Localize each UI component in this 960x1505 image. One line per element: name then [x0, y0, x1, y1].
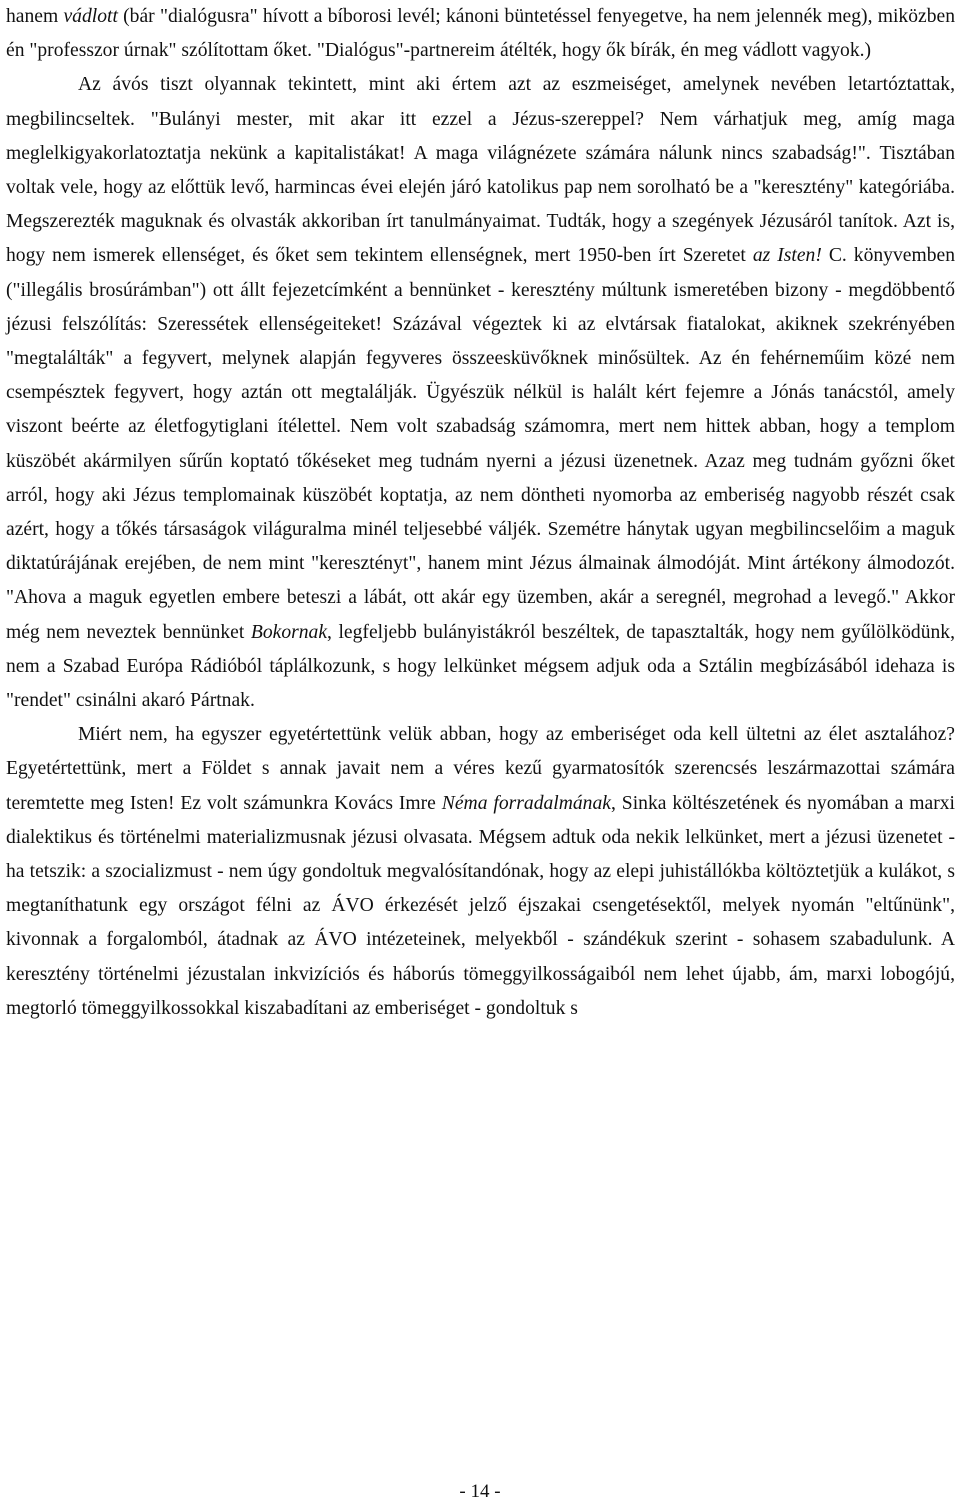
text-run: , legfeljebb bulányistákról beszéltek, de tapasztalták, hogy nem gyűlölködünk, nem a Szabad Európa Rádióból táplálkozunk, s hogy lelkünket mégsem adjuk oda a Sztálin megbízásából idehaza is "rendet" csinálni akaró Pártnak. — [6, 621, 955, 712]
paragraph — [6, 68, 955, 718]
italic-text: vádlott — [63, 6, 118, 27]
italic-text: az Isten! — [752, 245, 822, 267]
text-run: Miért nem, ha egyszer egyetértettünk velük abban, hogy az emberiséget oda kell ültetni az élet asztalához? Egyetértettünk, mert a Földet s annak javait nem a véres kezű gyarmatosítók szerencsés leszármazottai számára teremtette meg Isten! Ez volt számunkra Kovács Imre — [6, 724, 955, 814]
text-run: hanem — [6, 6, 64, 27]
page-number: - 14 - — [459, 1481, 501, 1502]
text-run: Az ávós tiszt olyannak tekintett, mint aki értem azt az eszmeiséget, amelynek nevében letartóztattak, megbilincseltek. "Bulányi mester, mit akar itt ezzel a Jézus-szereppel? Nem várhatjuk meg, amíg maga meglelkigyakorlatoztatja nekünk a kapitalistákat! A maga világnézete számára nálunk nincs szabadság!". Tisztában voltak vele, hogy az előttük levő, harmincas évei elején járó katolikus pap nem sorolható be a "keresztény" kategóriába. Megszerezték maguknak és olvasták akkoriban írt tanulmányaimat. Tudták, hogy a szegények Jézusáról tanítok. Azt is, hogy nem ismerek ellenséget, és őket sem tekintem ellenségnek, mert 1950-ben írt Szeretet — [6, 74, 955, 267]
italic-text: Néma forradalmának — [441, 792, 611, 814]
text-run: , Sinka költészetének és nyomában a marxi dialektikus és történelmi materializmusnak jézusi olvasata. Mégsem adtuk oda nekik lelkünket, mert a jézusi üzenetet - ha tetszik: a szocializmust - nem úgy gondoltuk megvalósítandónak, hogy az elepi juhistállókba költöztetjük a kulákot, s megtaníthatunk egy országot félni az ÁVO érkezését jelző éjszakai csengetésektől, melyek nyomán "eltűnünk", kivonnak a forgalomból, átadnak az ÁVO intézeteinek, melyekből - szándékuk szerint - sohasem szabadulunk. A keresztény történelmi jézustalan inkvizíciós és háborús tömeggyilkosságaiból nem lehet újabb, ám, marxi lobogójú, megtorló tömeggyilkossokkal kiszabadítani az emberiséget - gondoltuk s — [6, 792, 955, 1019]
document-body — [6, 0, 955, 1026]
text-run: C. könyvemben ("illegális brosúrámban") ott állt fejezetcímként a bennünket - keresztény múltunk ismeretében bizony - megdöbbentő jézusi felszólítás: Szeressétek ellenségeiteket! Százával végeztek ki az elvtársak fiatalokat, akiknek szekrényében "megtalálták" a fegyvert, melynek alapján fegyveres összeesküvőknek minősültek. Az én fehérneműim közé nem csempésztek fegyvert, hogy aztán ott megtalálják. Ügyészük nélkül is halált kért fejemre a Jónás tanácstól, amely viszont beérte az életfogytiglani ítélettel. Nem volt szabadság számomra, mert nem hittek abban, hogy a templom küszöbét akármilyen sűrűn koptató tőkéseket meg tudnám nyerni a jézusi üzenetnek. Azaz meg tudnám győzni őket arról, hogy aki Jézus templomainak küszöbét koptatja, az nem döntheti nyomorba az emberiség nagyobb részét csak azért, hogy a tőkés társaságok világuralma minél teljesebbé váljék. Szemétre hánytak ugyan megbilincselőim a maguk diktatúrájának erejében, de nem mint "keresztényt", hanem mint Jézus álmainak álmodóját. Mint ártékony álmodozót. "Ahova a maguk egyetlen embere beteszi a lábát, ott akár egy üzemben, akár a seregnél, megrohad a levegő." Akkor még nem neveztek bennünket — [6, 245, 955, 643]
text-run: (bár "dialógusra" hívott a bíborosi levél; kánoni büntetéssel fenyegetve, ha nem jelennék meg), miközben én "professzor úrnak" szólítottam őket. "Dialógus"-partnereim átélték, hogy ők bírák, én meg vádlott vagyok.) — [6, 6, 955, 62]
italic-text: Bokornak — [250, 621, 328, 643]
paragraph — [6, 0, 955, 68]
paragraph — [6, 718, 955, 1026]
